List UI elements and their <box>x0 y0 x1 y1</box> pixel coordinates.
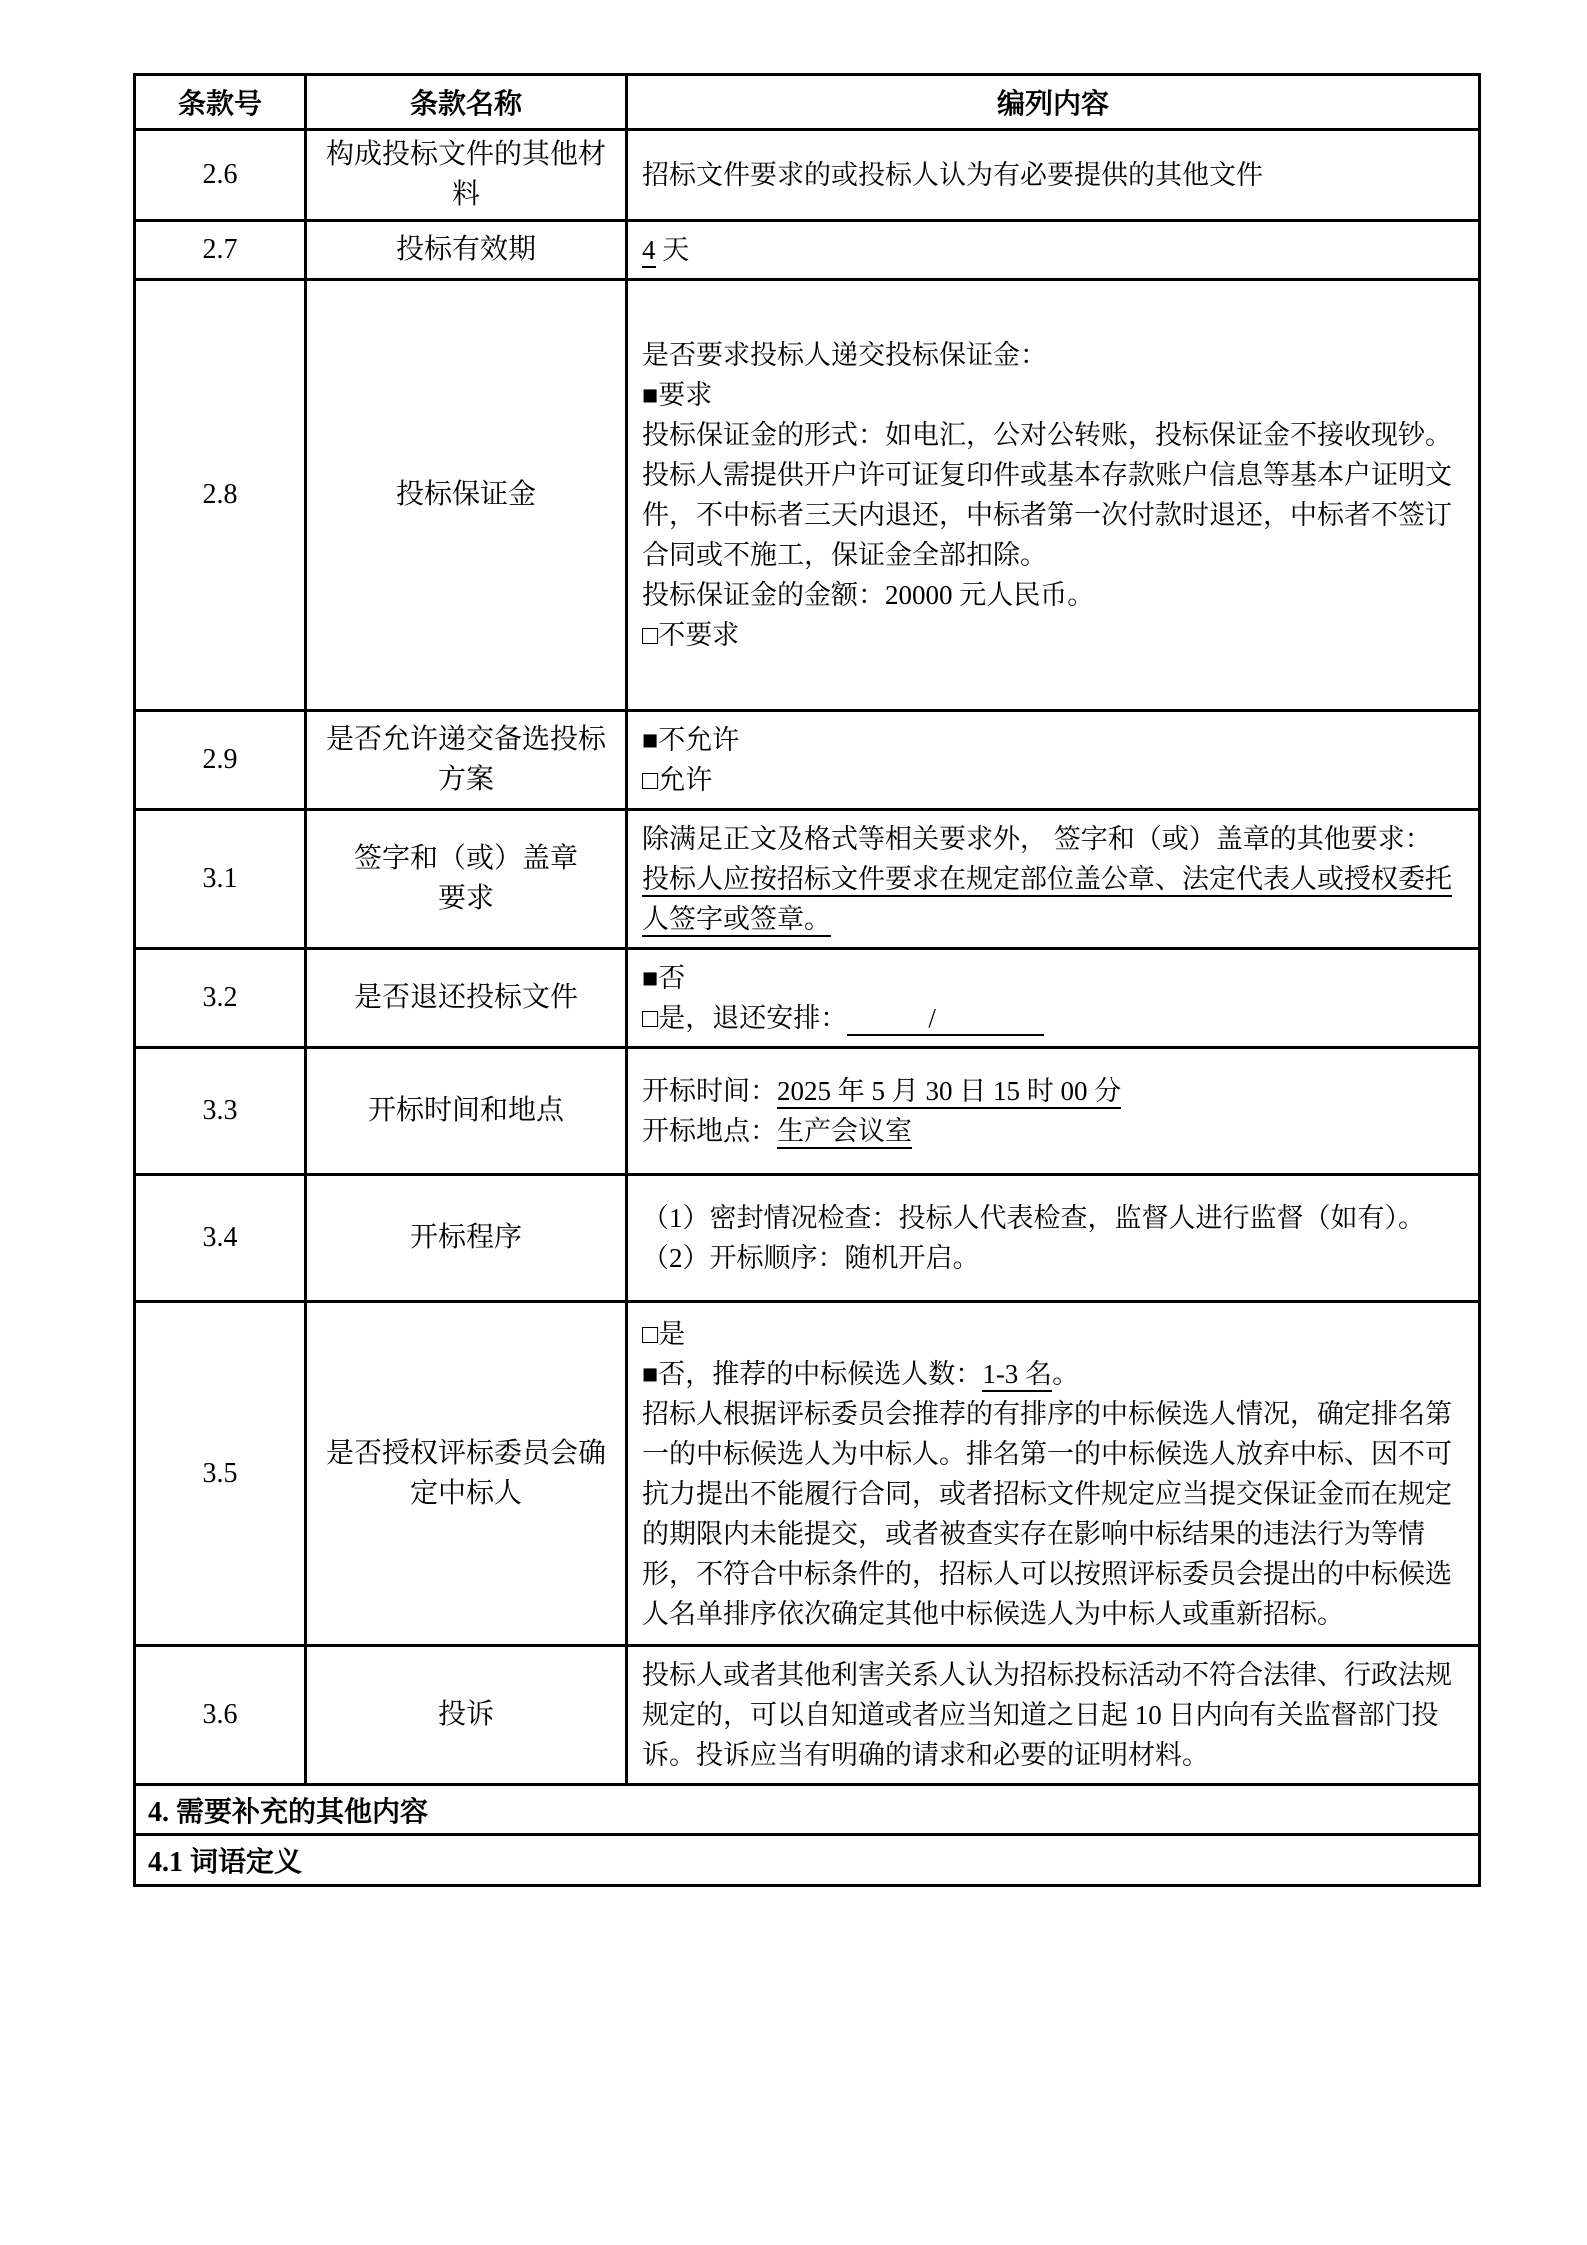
content-line: 4 天 <box>642 230 1458 270</box>
clause-content <box>627 221 1480 280</box>
content-line: 招标人根据评标委员会推荐的有排序的中标候选人情况，确定排名第一的中标候选人为中标人。排名第一的中标候选人放弃中标、因不可抗力提出不能履行合同，或者招标文件规定应当提交保证金而在规定的期限内未能提交，或者被查实存在影响中标结果的违法行为等情形，不符合中标条件的，招标人可以按照评标委员会提出的中标候选人名单排序依次确定其他中标候选人为中标人或重新招标。 <box>642 1398 1452 1629</box>
table-header-row <box>135 75 1480 130</box>
content-line: □是 <box>642 1318 686 1349</box>
clause-number: 3.4 <box>135 1175 306 1302</box>
clause-name <box>306 1646 627 1785</box>
clause-content <box>627 1175 1480 1302</box>
clause-name-line: 方案 <box>437 764 494 795</box>
clause-name <box>306 949 627 1048</box>
clause-name-line: 开标时间和地点 <box>367 1095 564 1126</box>
clause-row <box>135 1175 1480 1302</box>
clause-number: 3.5 <box>135 1302 306 1646</box>
header-clause-name: 条款名称 <box>306 75 627 130</box>
section-row <box>135 1785 1480 1835</box>
section-heading: 4.1 词语定义 <box>135 1835 1480 1886</box>
clause-content <box>627 810 1480 949</box>
clause-name-line: 是否允许递交备选投标 <box>325 724 606 755</box>
content-line: ■不允许 <box>642 725 740 755</box>
underlined-value: 生产会议室 <box>777 1116 912 1149</box>
clause-name-line: 定中标人 <box>409 1477 522 1509</box>
content-line: □允许 <box>642 765 713 795</box>
content-line: 招标文件要求的或投标人认为有必要提供的其他文件 <box>642 160 1263 190</box>
clause-name-line: 要求 <box>437 883 494 914</box>
clause-number: 3.3 <box>135 1048 306 1175</box>
clause-name-line: 构成投标文件的其他材 <box>325 139 606 170</box>
underlined-value: 4 <box>642 235 656 268</box>
clause-name <box>306 130 627 221</box>
underlined-value: / <box>847 1003 1044 1036</box>
clause-name-line: 签字和（或）盖章 <box>353 843 578 874</box>
clause-name-line: 料 <box>451 179 480 210</box>
underlined-value: 2025 年 5 月 30 日 15 时 00 分 <box>777 1076 1121 1109</box>
content-line: ■否，推荐的中标候选人数：1-3 名。 <box>642 1354 1458 1394</box>
clause-row <box>135 711 1480 810</box>
content-line: ■否 <box>642 963 686 993</box>
clause-row <box>135 1646 1480 1785</box>
clause-name-line: 开标程序 <box>409 1222 522 1253</box>
clause-number: 2.6 <box>135 130 306 221</box>
clause-name <box>306 810 627 949</box>
clause-name <box>306 711 627 810</box>
content-line: 投标保证金的形式：如电汇，公对公转账，投标保证金不接收现钞。 <box>642 420 1452 450</box>
content-line: 投标人或者其他利害关系人认为招标投标活动不符合法律、行政法规规定的，可以自知道或者应当知道之日起 10 日内向有关监督部门投诉。投诉应当有明确的请求和必要的证明材料。 <box>642 1660 1452 1770</box>
clause-row <box>135 949 1480 1048</box>
clause-name <box>306 221 627 280</box>
bid-clauses-table <box>133 73 1481 1887</box>
content-line: 开标地点：生产会议室 <box>642 1111 1458 1151</box>
clause-number: 3.2 <box>135 949 306 1048</box>
clause-content <box>627 949 1480 1048</box>
clause-name <box>306 1302 627 1646</box>
clause-name <box>306 1175 627 1302</box>
clause-content <box>627 1048 1480 1175</box>
content-line: □不要求 <box>642 620 740 650</box>
clause-name-line: 投标有效期 <box>395 234 536 265</box>
clause-name-line: 是否退还投标文件 <box>353 982 578 1013</box>
clause-number: 2.7 <box>135 221 306 280</box>
clause-number: 2.9 <box>135 711 306 810</box>
clause-name <box>306 280 627 711</box>
header-clause-number: 条款号 <box>135 75 306 130</box>
clause-row <box>135 1048 1480 1175</box>
underlined-value: 1-3 名 <box>982 1359 1052 1392</box>
content-line: 除满足正文及格式等相关要求外， 签字和（或）盖章的其他要求：投标人应按招标文件要求在规定部位盖公章、法定代表人或授权委托人签字或签章。 <box>642 819 1458 939</box>
section-heading: 4. 需要补充的其他内容 <box>135 1785 1480 1835</box>
section-row <box>135 1835 1480 1886</box>
content-line: （1）密封情况检查：投标人代表检查，监督人进行监督（如有）。 <box>642 1203 1425 1233</box>
clause-row <box>135 130 1480 221</box>
underlined-value: 投标人应按招标文件要求在规定部位盖公章、法定代表人或授权委托人签字或签章。 <box>642 864 1452 937</box>
clause-row <box>135 280 1480 711</box>
content-line: 投标人需提供开户许可证复印件或基本存款账户信息等基本户证明文件，不中标者三天内退还，中标者第一次付款时退还，中标者不签订合同或不施工，保证金全部扣除。 <box>642 460 1452 570</box>
clause-number: 3.6 <box>135 1646 306 1785</box>
clause-row <box>135 221 1480 280</box>
clause-number: 2.8 <box>135 280 306 711</box>
clause-row <box>135 810 1480 949</box>
clause-content <box>627 1646 1480 1785</box>
content-line: □是，退还安排： / <box>642 998 1458 1038</box>
clause-name-line: 是否授权评标委员会确 <box>325 1437 606 1469</box>
content-line: 是否要求投标人递交投标保证金： <box>642 340 1047 370</box>
content-line: （2）开标顺序：随机开启。 <box>642 1243 980 1273</box>
clause-name-line: 投标保证金 <box>395 479 536 510</box>
header-content: 编列内容 <box>627 75 1480 130</box>
clause-row <box>135 1302 1480 1646</box>
clause-content <box>627 1302 1480 1646</box>
content-line: 投标保证金的金额：20000 元人民币。 <box>642 580 1095 610</box>
clause-number: 3.1 <box>135 810 306 949</box>
clause-content <box>627 130 1480 221</box>
content-line: 开标时间：2025 年 5 月 30 日 15 时 00 分 <box>642 1071 1458 1111</box>
clause-name-line: 投诉 <box>437 1699 494 1730</box>
table-body <box>135 130 1480 1886</box>
clause-name <box>306 1048 627 1175</box>
clause-content <box>627 711 1480 810</box>
content-line: ■要求 <box>642 380 713 410</box>
clause-content <box>627 280 1480 711</box>
